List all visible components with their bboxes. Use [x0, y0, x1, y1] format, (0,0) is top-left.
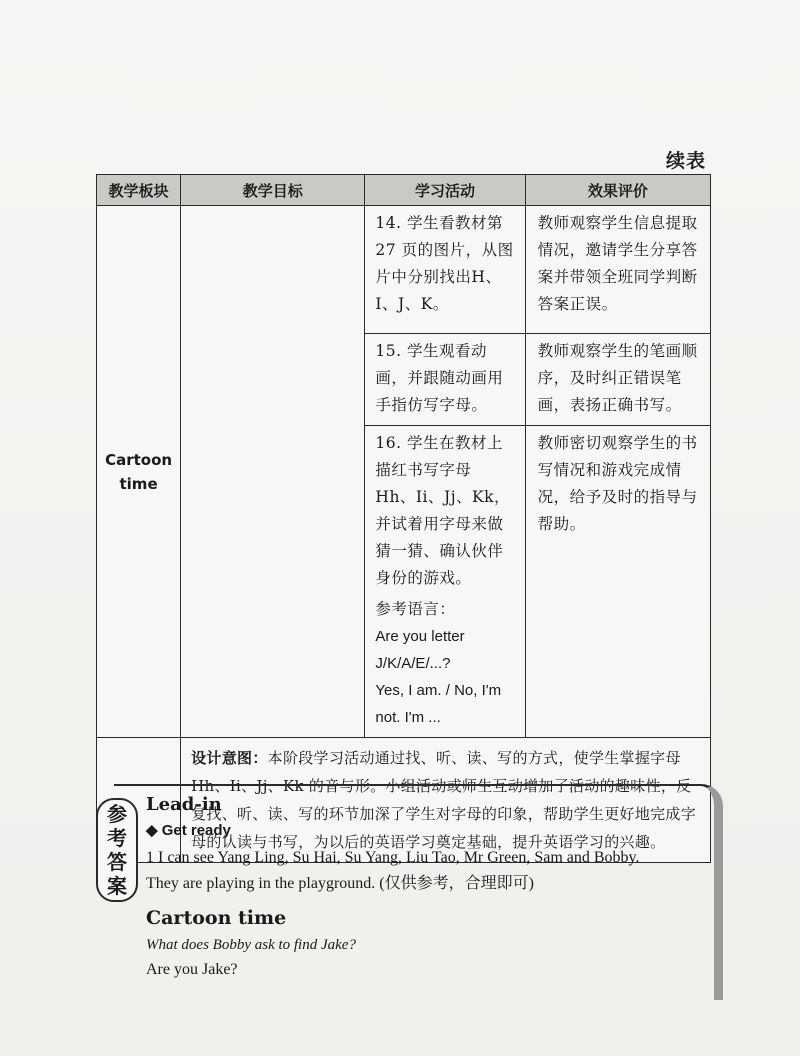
reference-title: 参考语言： [375, 600, 456, 618]
activity-cell [365, 206, 525, 334]
tab-char: 参 [107, 802, 127, 826]
cartoon-answer: Are you Jake? [146, 961, 238, 978]
tab-char: 答 [107, 850, 127, 874]
design-intent-label: 设计意图： [191, 749, 268, 767]
get-ready-title: ◆ Get ready [146, 822, 231, 839]
evaluation-text: 教师密切观察学生的书写情况和游戏完成情况，给予及时的指导与帮助。 [537, 434, 698, 533]
evaluation-text: 教师观察学生的笔画顺序，及时纠正错误笔画，表扬正确书写。 [537, 342, 698, 414]
evaluation-text: 教师观察学生信息提取情况，邀请学生分享答案并带领全班同学判断答案正误。 [537, 214, 698, 313]
get-ready-line: They are playing in the playground. (仅供参考，合理即可) [146, 875, 534, 892]
lesson-plan-table [96, 174, 711, 863]
header-effect-evaluation: 效果评价 [525, 175, 710, 206]
header-teaching-block: 教学板块 [97, 175, 181, 206]
activity-text: 14. 学生看教材第 27 页的图片，从图片中分别找出H、I、J、K。 [375, 214, 514, 313]
cartoon-time-title: Cartoon time [146, 907, 287, 929]
get-ready-line: 1 I can see Yang Ling, Su Hai, Su Yang, Liu Tao, Mr Green, Sam and Bobby. [146, 849, 640, 866]
table-header-row [97, 175, 711, 206]
evaluation-cell [525, 426, 710, 738]
header-learning-activity: 学习活动 [365, 175, 525, 206]
header-teaching-goal: 教学目标 [181, 175, 365, 206]
table-row [97, 206, 711, 334]
tab-char: 考 [107, 826, 127, 850]
reference-line: Are you letter J/K/A/E/...? [375, 628, 465, 672]
answers-content [146, 794, 706, 983]
tab-char: 案 [107, 874, 127, 898]
evaluation-cell [525, 206, 710, 334]
activity-text: 15. 学生观看动画，并跟随动画用手指仿写字母。 [375, 342, 504, 414]
reference-answers-section [96, 780, 716, 1020]
block-name-cell [97, 206, 181, 738]
design-intent-text: 本阶段学习活动通过找、听、读、写的方式，使学生掌握字母 Hh、Ii、Jj、Kk 的音与形。小组活动或师生互动增加了活动的趣味性，反复找、听、读、写的环节加深了学生对字母的印象，帮助学生更好地完成字母的认读与书写，为以后的英语学习奠定基础，提升英语学习的兴趣。 [191, 749, 697, 851]
activity-cell [365, 426, 525, 738]
lead-in-title: Lead-in [146, 794, 222, 815]
block-name: Cartoon time [105, 450, 173, 493]
reference-line: Yes, I am. / No, I'm not. I'm ... [375, 682, 502, 726]
continued-label: 续表 [665, 150, 706, 172]
evaluation-cell [525, 334, 710, 426]
cartoon-question: What does Bobby ask to find Jake? [146, 937, 356, 953]
goal-cell [181, 206, 365, 738]
activity-cell [365, 334, 525, 426]
reference-answer-tab [96, 798, 138, 902]
activity-text: 16. 学生在教材上描红书写字母 Hh、Ii、Jj、Kk，并试着用字母来做猜一猜、确认伙伴身份的游戏。 [375, 434, 510, 587]
